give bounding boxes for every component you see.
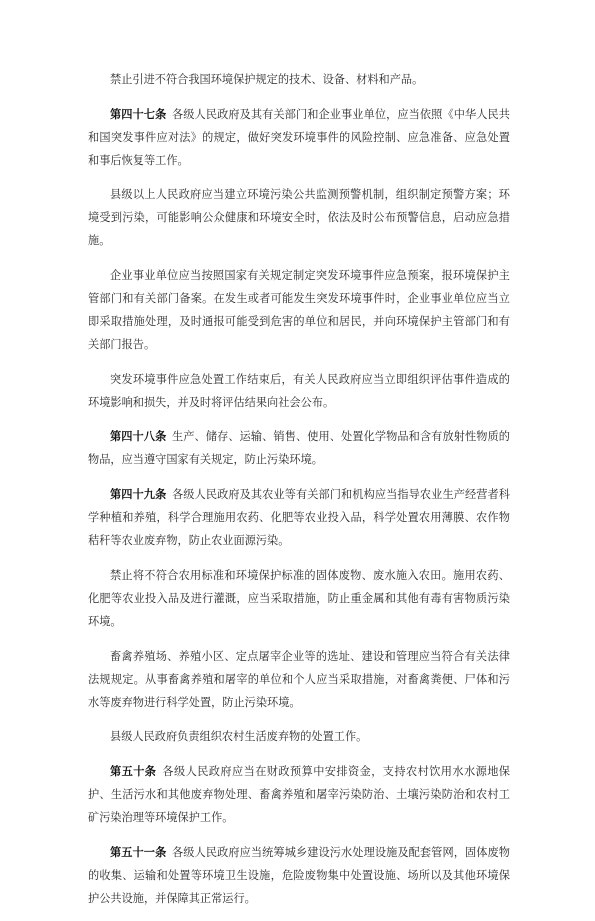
article-heading: 第四十九条 [110, 487, 167, 502]
paragraph [88, 264, 510, 356]
article-heading: 第四十七条 [110, 106, 167, 121]
paragraph-text: 县级人民政府负责组织农村生活废弃物的处置工作。 [110, 730, 368, 744]
article-paragraph [88, 103, 510, 172]
paragraph-text: 畜禽养殖场、养殖小区、定点屠宰企业等的选址、建设和管理应当符合有关法律法规规定。从事畜禽养殖和屠宰的单位和个人应当采取措施，对畜禽粪便、尸体和污水等废弃物进行科学处置，防止污染环境。 [88, 649, 510, 709]
paragraph [88, 68, 510, 91]
article-heading: 第五十一条 [110, 844, 167, 859]
article-paragraph [88, 760, 510, 829]
article-paragraph [88, 483, 510, 552]
paragraph-text: 企业事业单位应当按照国家有关规定制定突发环境事件应急预案，报环境保护主管部门和有关部门备案。在发生或者可能发生突发环境事件时，企业事业单位应当立即采取措施处理，及时通报可能受到危害的单位和居民，并向环境保护主管部门和有关部门报告。 [88, 269, 510, 352]
paragraph-text: 禁止将不符合农用标准和环境保护标准的固体废物、废水施入农田。施用农药、化肥等农业投入品及进行灌溉，应当采取措施，防止重金属和其他有毒有害物质污染环境。 [88, 568, 510, 628]
paragraph [88, 368, 510, 414]
paragraph [88, 183, 510, 252]
article-heading: 第五十条 [110, 763, 157, 778]
paragraph-text: 各级人民政府应当统筹城乡建设污水处理设施及配套管网，固体废物的收集、运输和处置等环境卫生设施，危险废物集中处置设施、场所以及其他环境保护公共设施，并保障其正常运行。 [88, 845, 510, 905]
paragraph-text: 各级人民政府应当在财政预算中安排资金，支持农村饮用水水源地保护、生活污水和其他废弃物处理、畜禽养殖和屠宰污染防治、土壤污染防治和农村工矿污染治理等环境保护工作。 [88, 764, 510, 824]
paragraph-text: 各级人民政府及其农业等有关部门和机构应当指导农业生产经营者科学种植和养殖，科学合理施用农药、化肥等农业投入品，科学处置农用薄膜、农作物秸秆等农业废弃物，防止农业面源污染。 [88, 488, 510, 548]
paragraph [88, 564, 510, 633]
paragraph [88, 645, 510, 714]
paragraph-text: 禁止引进不符合我国环境保护规定的技术、设备、材料和产品。 [110, 73, 424, 86]
article-paragraph [88, 425, 510, 471]
article-heading: 第四十八条 [110, 429, 167, 444]
paragraph-text: 生产、储存、运输、销售、使用、处置化学物品和含有放射性物质的物品，应当遵守国家有关规定，防止污染环境。 [88, 430, 510, 467]
article-paragraph [88, 841, 510, 910]
paragraph-text: 县级以上人民政府应当建立环境污染公共监测预警机制，组织制定预警方案；环境受到污染，可能影响公众健康和环境安全时，依法及时公布预警信息，启动应急措施。 [88, 188, 510, 248]
paragraph [88, 725, 510, 748]
paragraph-text: 突发环境事件应急处置工作结束后，有关人民政府应当立即组织评估事件造成的环境影响和损失，并及时将评估结果向社会公布。 [88, 372, 510, 409]
document-page [88, 68, 510, 921]
paragraph-text: 各级人民政府及其有关部门和企业事业单位，应当依照《中华人民共和国突发事件应对法》的规定，做好突发环境事件的风险控制、应急准备、应急处置和事后恢复等工作。 [88, 107, 510, 167]
